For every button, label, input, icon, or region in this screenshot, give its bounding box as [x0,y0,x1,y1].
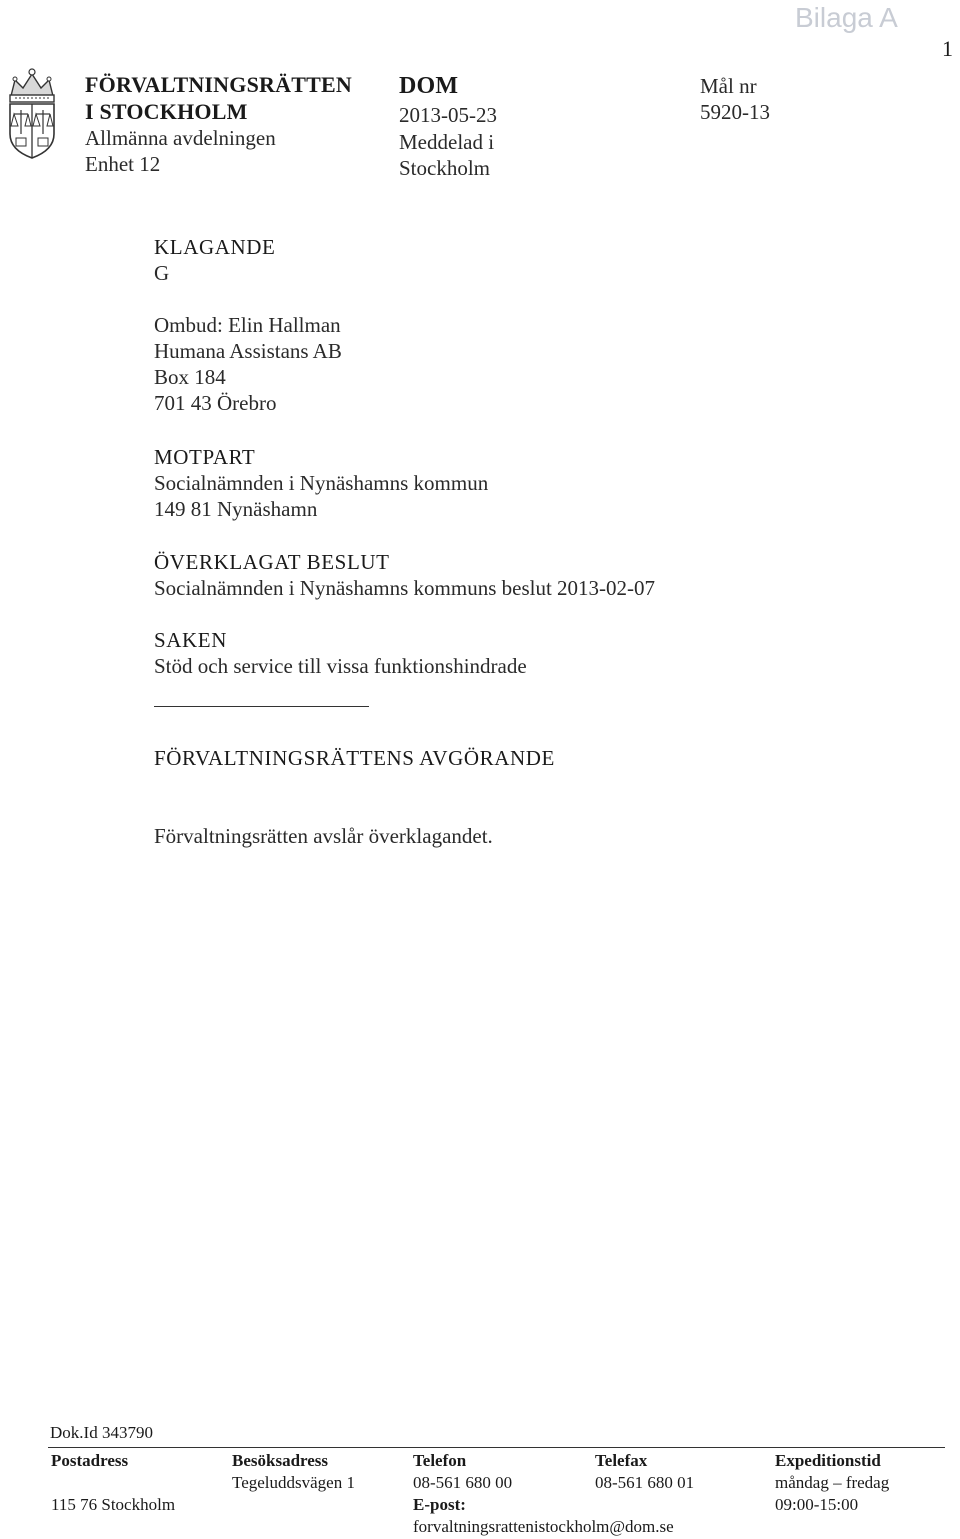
watermark: Bilaga A [795,2,898,33]
representative-company: Humana Assistans AB [154,339,342,363]
footer-office-hours [775,1450,889,1516]
case-number: 5920-13 [700,100,770,124]
issued-line2: Stockholm [399,156,491,180]
section-motpart [154,444,488,522]
footer-label: Postadress [51,1451,129,1470]
appellant-name: G [154,261,170,285]
footer-value [51,1472,175,1494]
footer-label: Telefon [413,1451,467,1470]
court-name-line2: I STOCKHOLM [85,99,248,124]
issued-line1: Meddelad i [399,130,495,154]
footer-label: E-post: [413,1495,466,1514]
section-title: SAKEN [154,628,228,652]
footer-value: 09:00-15:00 [775,1495,859,1514]
decision-text: Förvaltningsrätten avslår överklagandet. [154,824,493,848]
section-klagande [154,234,342,416]
footer-value: Tegeluddsvägen 1 [232,1473,355,1492]
footer-label: Telefax [595,1451,648,1470]
court-unit: Enhet 12 [85,152,161,176]
footer-value: 115 76 Stockholm [51,1495,176,1514]
footer-rule [48,1447,945,1448]
document-type: DOM [399,73,459,99]
representative: Ombud: Elin Hallman [154,313,341,337]
footer-value: måndag – fredag [775,1473,890,1492]
section-title: ÖVERKLAGAT BESLUT [154,550,390,574]
appealed-decision-text: Socialnämnden i Nynäshamns kommuns beslut 2013-02-07 [154,576,656,600]
subject-text: Stöd och service till vissa funktionshindrade [154,654,527,678]
counterparty-name: Socialnämnden i Nynäshamns kommun [154,471,489,495]
section-subject [154,627,527,679]
footer-label: Besöksadress [232,1451,329,1470]
decision-title: FÖRVALTNINGSRÄTTENS AVGÖRANDE [154,746,555,770]
footer-value: 08-561 680 00 [413,1473,513,1492]
footer-email[interactable]: forvaltningsrattenistockholm@dom.se [413,1517,674,1536]
representative-box: Box 184 [154,365,226,389]
document-date: 2013-05-23 [399,103,497,127]
footer-value: 08-561 680 01 [595,1473,695,1492]
footer-visiting-address [232,1450,355,1494]
representative-postcode: 701 43 Örebro [154,391,277,415]
case-label: Mål nr [700,74,757,98]
section-title: MOTPART [154,445,256,469]
document-id: Dok.Id 343790 [50,1423,153,1442]
section-appealed-decision [154,549,655,601]
footer-postal-address [51,1450,175,1516]
counterparty-postcode: 149 81 Nynäshamn [154,497,318,521]
court-coat-of-arms-icon [3,66,61,162]
divider [154,706,369,707]
footer-fax [595,1450,694,1494]
section-title: KLAGANDE [154,235,276,259]
page-number: 1 [942,36,953,61]
footer-label: Expeditionstid [775,1451,881,1470]
court-division: Allmänna avdelningen [85,126,276,150]
court-name-line1: FÖRVALTNINGSRÄTTEN [85,72,352,97]
